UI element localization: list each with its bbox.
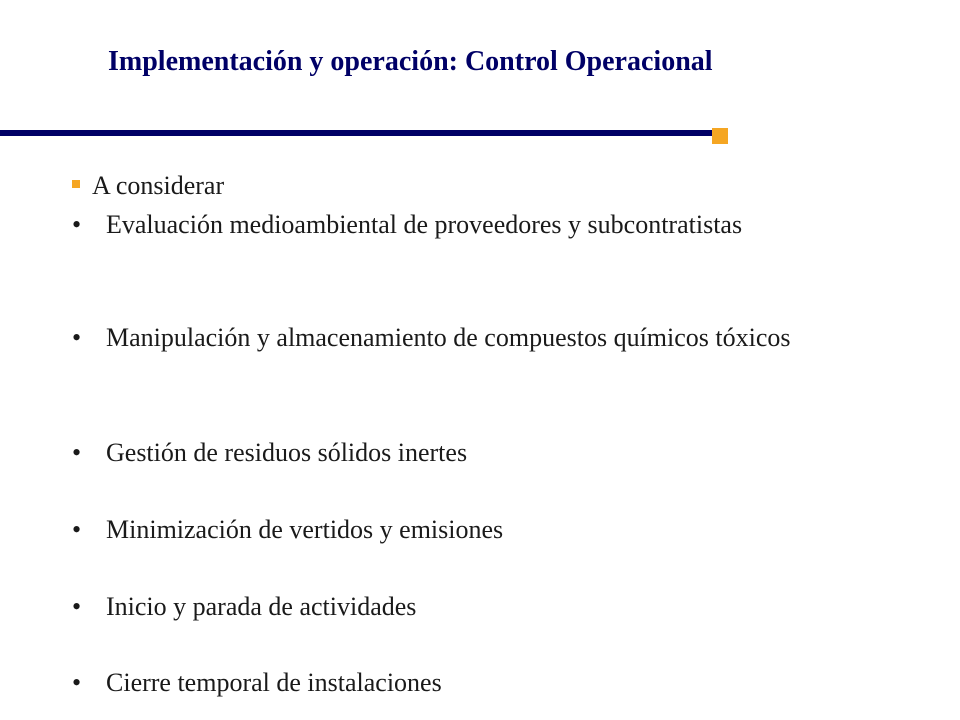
title-divider	[0, 130, 712, 136]
lead-line	[72, 170, 224, 202]
list-item-text: Manipulación y almacenamiento de compuestos químicos tóxicos	[106, 323, 791, 352]
list-item	[72, 319, 866, 356]
list-item-text: Inicio y parada de actividades	[106, 592, 417, 621]
square-bullet-icon	[72, 180, 80, 188]
divider-accent-square	[712, 128, 728, 144]
slide-title: Implementación y operación: Control Operacional	[108, 46, 713, 77]
lead-label: A considerar	[92, 171, 225, 200]
bullet-icon: •	[72, 438, 82, 467]
list-item	[72, 664, 866, 701]
bullet-icon: •	[72, 668, 82, 697]
bullet-icon: •	[72, 323, 82, 352]
list-item-text: Cierre temporal de instalaciones	[106, 668, 442, 697]
bullet-icon: •	[72, 515, 82, 544]
list-item-text: Evaluación medioambiental de proveedores y subcontratistas	[106, 210, 743, 239]
list-item	[72, 511, 866, 548]
list-item	[72, 434, 866, 471]
list-item-text: Minimización de vertidos y emisiones	[106, 515, 504, 544]
list-item-text: Gestión de residuos sólidos inertes	[106, 438, 468, 467]
list-item	[72, 206, 866, 243]
bullet-icon: •	[72, 210, 82, 239]
list-item	[72, 588, 866, 625]
bullet-icon: •	[72, 592, 82, 621]
